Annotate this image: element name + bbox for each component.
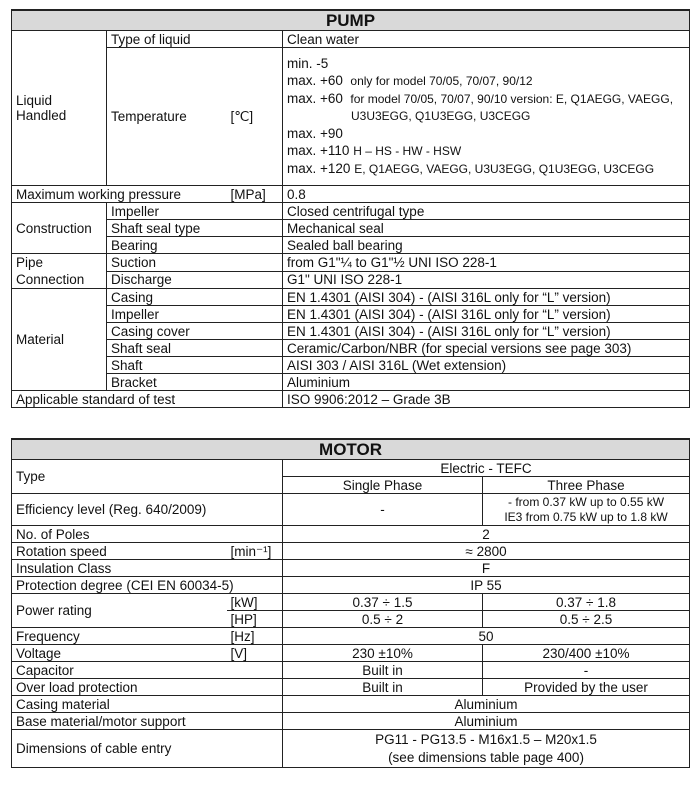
casing-material-label: Casing material — [12, 696, 283, 713]
frequency-unit: [Hz] — [227, 628, 283, 645]
bracket-value: Aluminium — [283, 374, 690, 391]
rotation-unit: [min⁻¹] — [227, 543, 283, 560]
shaft-seal-value: Ceramic/Carbon/NBR (for special versions see page 303) — [283, 340, 690, 357]
voltage-single: 230 ±10% — [283, 645, 483, 662]
pump-title: PUMP — [12, 10, 690, 31]
standard-value: ISO 9906:2012 – Grade 3B — [283, 391, 690, 408]
protection-label: Protection degree (CEI EN 60034-5) — [12, 577, 283, 594]
overload-three: Provided by the user — [483, 679, 690, 696]
casing-material-value: Aluminium — [283, 696, 690, 713]
motor-title: MOTOR — [12, 439, 690, 460]
liquid-handled-label: Liquid Handled — [12, 31, 107, 186]
pump-table — [11, 9, 690, 408]
single-phase-header: Single Phase — [283, 477, 483, 494]
casing-label: Casing — [107, 289, 283, 306]
overload-single: Built in — [283, 679, 483, 696]
casing-value: EN 1.4301 (AISI 304) - (AISI 316L only for “L” version) — [283, 289, 690, 306]
impeller-label: Impeller — [107, 203, 283, 220]
power-single-kw: 0.37 ÷ 1.5 — [283, 594, 483, 611]
max-pressure-value: 0.8 — [283, 186, 690, 203]
temperature-unit: [℃] — [227, 48, 283, 186]
suction-value: from G1"¼ to G1"½ UNI ISO 228-1 — [283, 254, 690, 272]
power-label: Power rating — [12, 594, 227, 628]
discharge-label: Discharge — [107, 271, 283, 289]
insulation-label: Insulation Class — [12, 560, 283, 577]
mat-impeller-value: EN 1.4301 (AISI 304) - (AISI 316L only for “L” version) — [283, 306, 690, 323]
casing-cover-label: Casing cover — [107, 323, 283, 340]
frequency-label: Frequency — [12, 628, 227, 645]
bearing-label: Bearing — [107, 237, 283, 254]
temp-min: min. -5 — [287, 56, 329, 71]
motor-table — [11, 438, 690, 768]
construction-label: Construction — [12, 203, 107, 254]
overload-label: Over load protection — [12, 679, 283, 696]
capacitor-label: Capacitor — [12, 662, 283, 679]
efficiency-three: - from 0.37 kW up to 0.55 kW IE3 from 0.75 kW up to 1.8 kW — [483, 494, 690, 526]
pipe-connection-label: Pipe Connection — [12, 254, 107, 289]
rotation-value: ≈ 2800 — [283, 543, 690, 560]
frequency-value: 50 — [283, 628, 690, 645]
shaft-seal-label: Shaft seal — [107, 340, 283, 357]
efficiency-label: Efficiency level (Reg. 640/2009) — [12, 494, 283, 526]
shaft-seal-type-value: Mechanical seal — [283, 220, 690, 237]
shaft-label: Shaft — [107, 357, 283, 374]
power-three-hp: 0.5 ÷ 2.5 — [483, 611, 690, 628]
temp-max60b-note2: U3U3EGG, Q1U3EGG, U3CEGG — [351, 109, 531, 123]
shaft-value: AISI 303 / AISI 316L (Wet extension) — [283, 357, 690, 374]
shaft-seal-type-label: Shaft seal type — [107, 220, 283, 237]
three-phase-header: Three Phase — [483, 477, 690, 494]
poles-value: 2 — [283, 526, 690, 543]
voltage-three: 230/400 ±10% — [483, 645, 690, 662]
capacitor-single: Built in — [283, 662, 483, 679]
temp-max120: max. +120 E, Q1AEGG, VAEGG, U3U3EGG, Q1U3EGG, U3CEGG — [287, 161, 655, 176]
max-pressure-label: Maximum working pressure — [12, 186, 227, 203]
cable-entry-label: Dimensions of cable entry — [12, 730, 283, 768]
suction-label: Suction — [107, 254, 283, 272]
base-material-value: Aluminium — [283, 713, 690, 730]
temperature-values — [283, 48, 690, 186]
power-single-hp: 0.5 ÷ 2 — [283, 611, 483, 628]
power-unit-hp: [HP] — [227, 611, 283, 628]
type-value: Electric - TEFC — [283, 460, 690, 477]
temp-max60b: max. +60 for model 70/05, 70/07, 90/10 version: E, Q1AEGG, VAEGG, — [287, 91, 674, 106]
temp-max110: max. +110 H – HS - HW - HSW — [287, 143, 462, 158]
temp-max60a: max. +60 only for model 70/05, 70/07, 90/12 — [287, 73, 533, 88]
voltage-unit: [V] — [227, 645, 283, 662]
temperature-label: Temperature — [107, 48, 227, 186]
material-label: Material — [12, 289, 107, 391]
casing-cover-value: EN 1.4301 (AISI 304) - (AISI 316L only for “L” version) — [283, 323, 690, 340]
capacitor-three: - — [483, 662, 690, 679]
bracket-label: Bracket — [107, 374, 283, 391]
discharge-value: G1" UNI ISO 228-1 — [283, 271, 690, 289]
cable-entry-value: PG11 - PG13.5 - M16x1.5 – M20x1.5 (see dimensions table page 400) — [283, 730, 690, 768]
temp-max90: max. +90 — [287, 126, 343, 141]
poles-label: No. of Poles — [12, 526, 283, 543]
type-of-liquid-label: Type of liquid — [107, 31, 283, 48]
power-unit-kw: [kW] — [227, 594, 283, 611]
base-material-label: Base material/motor support — [12, 713, 283, 730]
voltage-label: Voltage — [12, 645, 227, 662]
rotation-label: Rotation speed — [12, 543, 227, 560]
max-pressure-unit: [MPa] — [227, 186, 283, 203]
impeller-value: Closed centrifugal type — [283, 203, 690, 220]
power-three-kw: 0.37 ÷ 1.8 — [483, 594, 690, 611]
mat-impeller-label: Impeller — [107, 306, 283, 323]
insulation-value: F — [283, 560, 690, 577]
efficiency-single: - — [283, 494, 483, 526]
standard-label: Applicable standard of test — [12, 391, 283, 408]
protection-value: IP 55 — [283, 577, 690, 594]
type-label: Type — [12, 460, 283, 494]
type-of-liquid-value: Clean water — [283, 31, 690, 48]
bearing-value: Sealed ball bearing — [283, 237, 690, 254]
